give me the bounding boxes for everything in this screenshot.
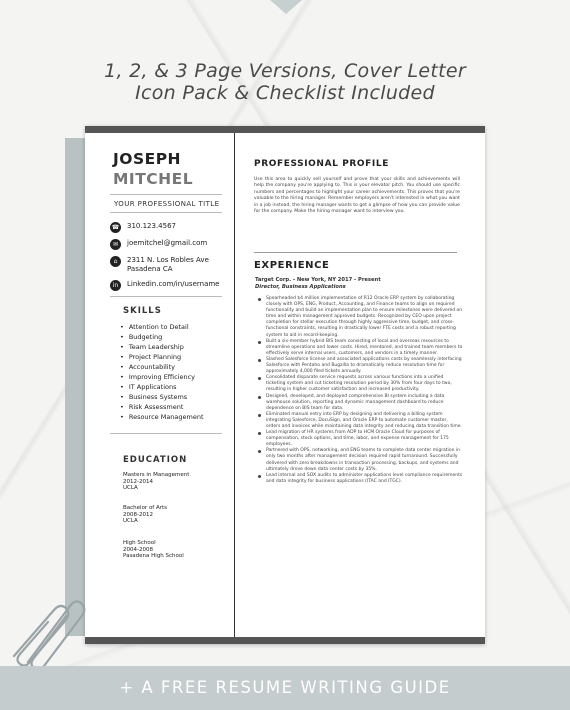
contact-phone: [110, 222, 176, 233]
experience-bullet: Consolidated disparate service requests across various functions into a unified ticketing system and cut ticketing resolution period by 30% from four days to two, resulting in higher customer satisfaction and increased productivity.: [257, 375, 463, 393]
school: UCLA: [123, 518, 138, 525]
contact-divider: [110, 296, 222, 297]
experience-bullet: Spearheaded $4 million implementation of R12 Oracle ERP system by collaborating closely with OPS, ENG, Product, Accounting, and Finance teams to align on required functionality and build an implementation plan to ensure milestones were delivered on time and within management approved budgets. Recognized by CEO upon project completion for stellar execution through highly aggressive time, budget, and cross-functional constraints, resulting in drastically lower FTE costs and a robust reporting system to aid in record-keeping.: [257, 296, 463, 339]
skill-item: • Budgeting: [120, 332, 204, 342]
name-divider: [110, 194, 222, 195]
skill-item: • Resource Management: [120, 412, 204, 422]
skill-item: • Team Leadership: [120, 342, 204, 352]
experience-bullet: Lead migration of HR systems from ADP to HCM Oracle Cloud for purposes of compensation, stock options, and time, labor, and expense management for 175 employees.: [257, 430, 463, 448]
linkedin-icon: in: [110, 280, 121, 291]
professional-title: YOUR PROFESSIONAL TITLE: [114, 200, 220, 208]
contact-linkedin: [110, 280, 220, 291]
top-notch-decoration: [270, 0, 302, 14]
skills-heading: SKILLS: [123, 306, 162, 316]
title-divider: [110, 212, 222, 213]
headline-line-2: Icon Pack & Checklist Included: [135, 82, 435, 104]
column-divider: [234, 133, 235, 637]
experience-bullet: Designed, developed, and deployed comprehensive BI system including a data warehouse solution, reporting and dynamic management dashboard to reduce dependence on BIS team for data.: [257, 394, 463, 412]
email-text: joemitchel@gmail.com: [127, 239, 208, 247]
bottom-bar: [85, 637, 485, 644]
linkedin-text: Linkedin.com/in/username: [127, 280, 220, 288]
profile-text: Use this area to quickly sell yourself and prove that your skills and achievements will help the company you're applying to. This is your elevator pitch. You should use specific numbers and percentages to highlight your career achievements. This proves that you're valuable to the hiring manager. Remember employers aren't interested in what you want in a job instead, the hiring manager wants to get a glimpse of how you can provide value for the company. Make the hiring manager want to interview you.: [254, 177, 460, 215]
top-bar: [85, 126, 485, 133]
skill-item: • Risk Assessment: [120, 402, 204, 412]
experience-bullet: Slashed Salesforce license and associated applications costs by seamlessly interfacing Salesforce with Pentaho and Bugzilla to dramatically reduce resolution time for approximately 4,000 filed tickets annually.: [257, 357, 463, 375]
contact-email: [110, 239, 207, 250]
address-text: 2311 N. Los Robles Ave Pasadena CA: [127, 256, 209, 273]
school: UCLA: [123, 485, 138, 492]
banner-text: + A FREE RESUME WRITING GUIDE: [119, 678, 451, 697]
skill-item: • Attention to Detail: [120, 322, 204, 332]
job-company-line: Target Corp. - New York, NY 2017 - Present: [255, 277, 381, 283]
contact-address: [110, 256, 209, 274]
profile-divider: [254, 252, 457, 253]
education-entry-3: [123, 540, 184, 560]
years: 2008-2012: [123, 511, 153, 518]
education-entry-1: [123, 472, 189, 492]
phone-icon: ☎: [111, 224, 120, 231]
headline-line-1: 1, 2, & 3 Page Versions, Cover Letter: [104, 60, 466, 82]
skills-list: [120, 322, 204, 422]
phone-text: 310.123.4567: [127, 222, 176, 230]
mail-icon: ✉: [110, 239, 121, 250]
skill-item: • IT Applications: [120, 382, 204, 392]
paperclip-icon: [8, 592, 88, 672]
skill-item: • Improving Efficiency: [120, 372, 204, 382]
education-entry-2: [123, 505, 167, 525]
degree: Bachelor of Arts: [123, 505, 168, 511]
skill-item: • Project Planning: [120, 352, 204, 362]
skills-divider: [110, 433, 222, 434]
degree: Masters in Management: [123, 472, 190, 478]
experience-bullets: [257, 296, 463, 485]
experience-bullet: Built a six-member hybrid BIS team consisting of local and overseas resources to streamline operations and lower costs. Hired, mentored, and trained team members to effectively serve internal users, customers, and vendors in a timely manner.: [257, 339, 463, 357]
job-role: Director, Business Applications: [255, 284, 346, 290]
years: 2004-2008: [123, 546, 153, 553]
profile-heading: PROFESSIONAL PROFILE: [254, 159, 389, 169]
experience-bullet: Partnered with OPS, networking, and ENG teams to complete data center migration in only two months after management decision required rapid turnaround. Successfully delivered with zero breakdowns in transaction processing, backups, and systems and ultimately drove down data center costs by 35%.: [257, 448, 463, 472]
skill-item: • Accountability: [120, 362, 204, 372]
experience-bullet: Eliminated manual entry into ERP by designing and delivering a billing system integrating Salesforce, DocuSign, and Oracle ERP to automate customer master, orders and invoices while maintaining data integrity and reducing data transition time.: [257, 412, 463, 430]
education-heading: EDUCATION: [123, 455, 188, 465]
school: Pasadena High School: [123, 553, 184, 560]
years: 2012-2014: [123, 478, 153, 485]
skill-item: • Business Systems: [120, 392, 204, 402]
first-name: JOSEPH: [113, 150, 182, 168]
home-icon: ⌂: [110, 256, 121, 267]
experience-bullet: Lead internal and SOX audits to administer applications level compliance requirements and data integrity for business applications (ITAC and ITGC).: [257, 473, 463, 485]
resume-sheet: [85, 126, 485, 644]
degree: High School: [123, 540, 156, 546]
last-name: MITCHEL: [113, 170, 194, 188]
experience-heading: EXPERIENCE: [254, 260, 330, 271]
